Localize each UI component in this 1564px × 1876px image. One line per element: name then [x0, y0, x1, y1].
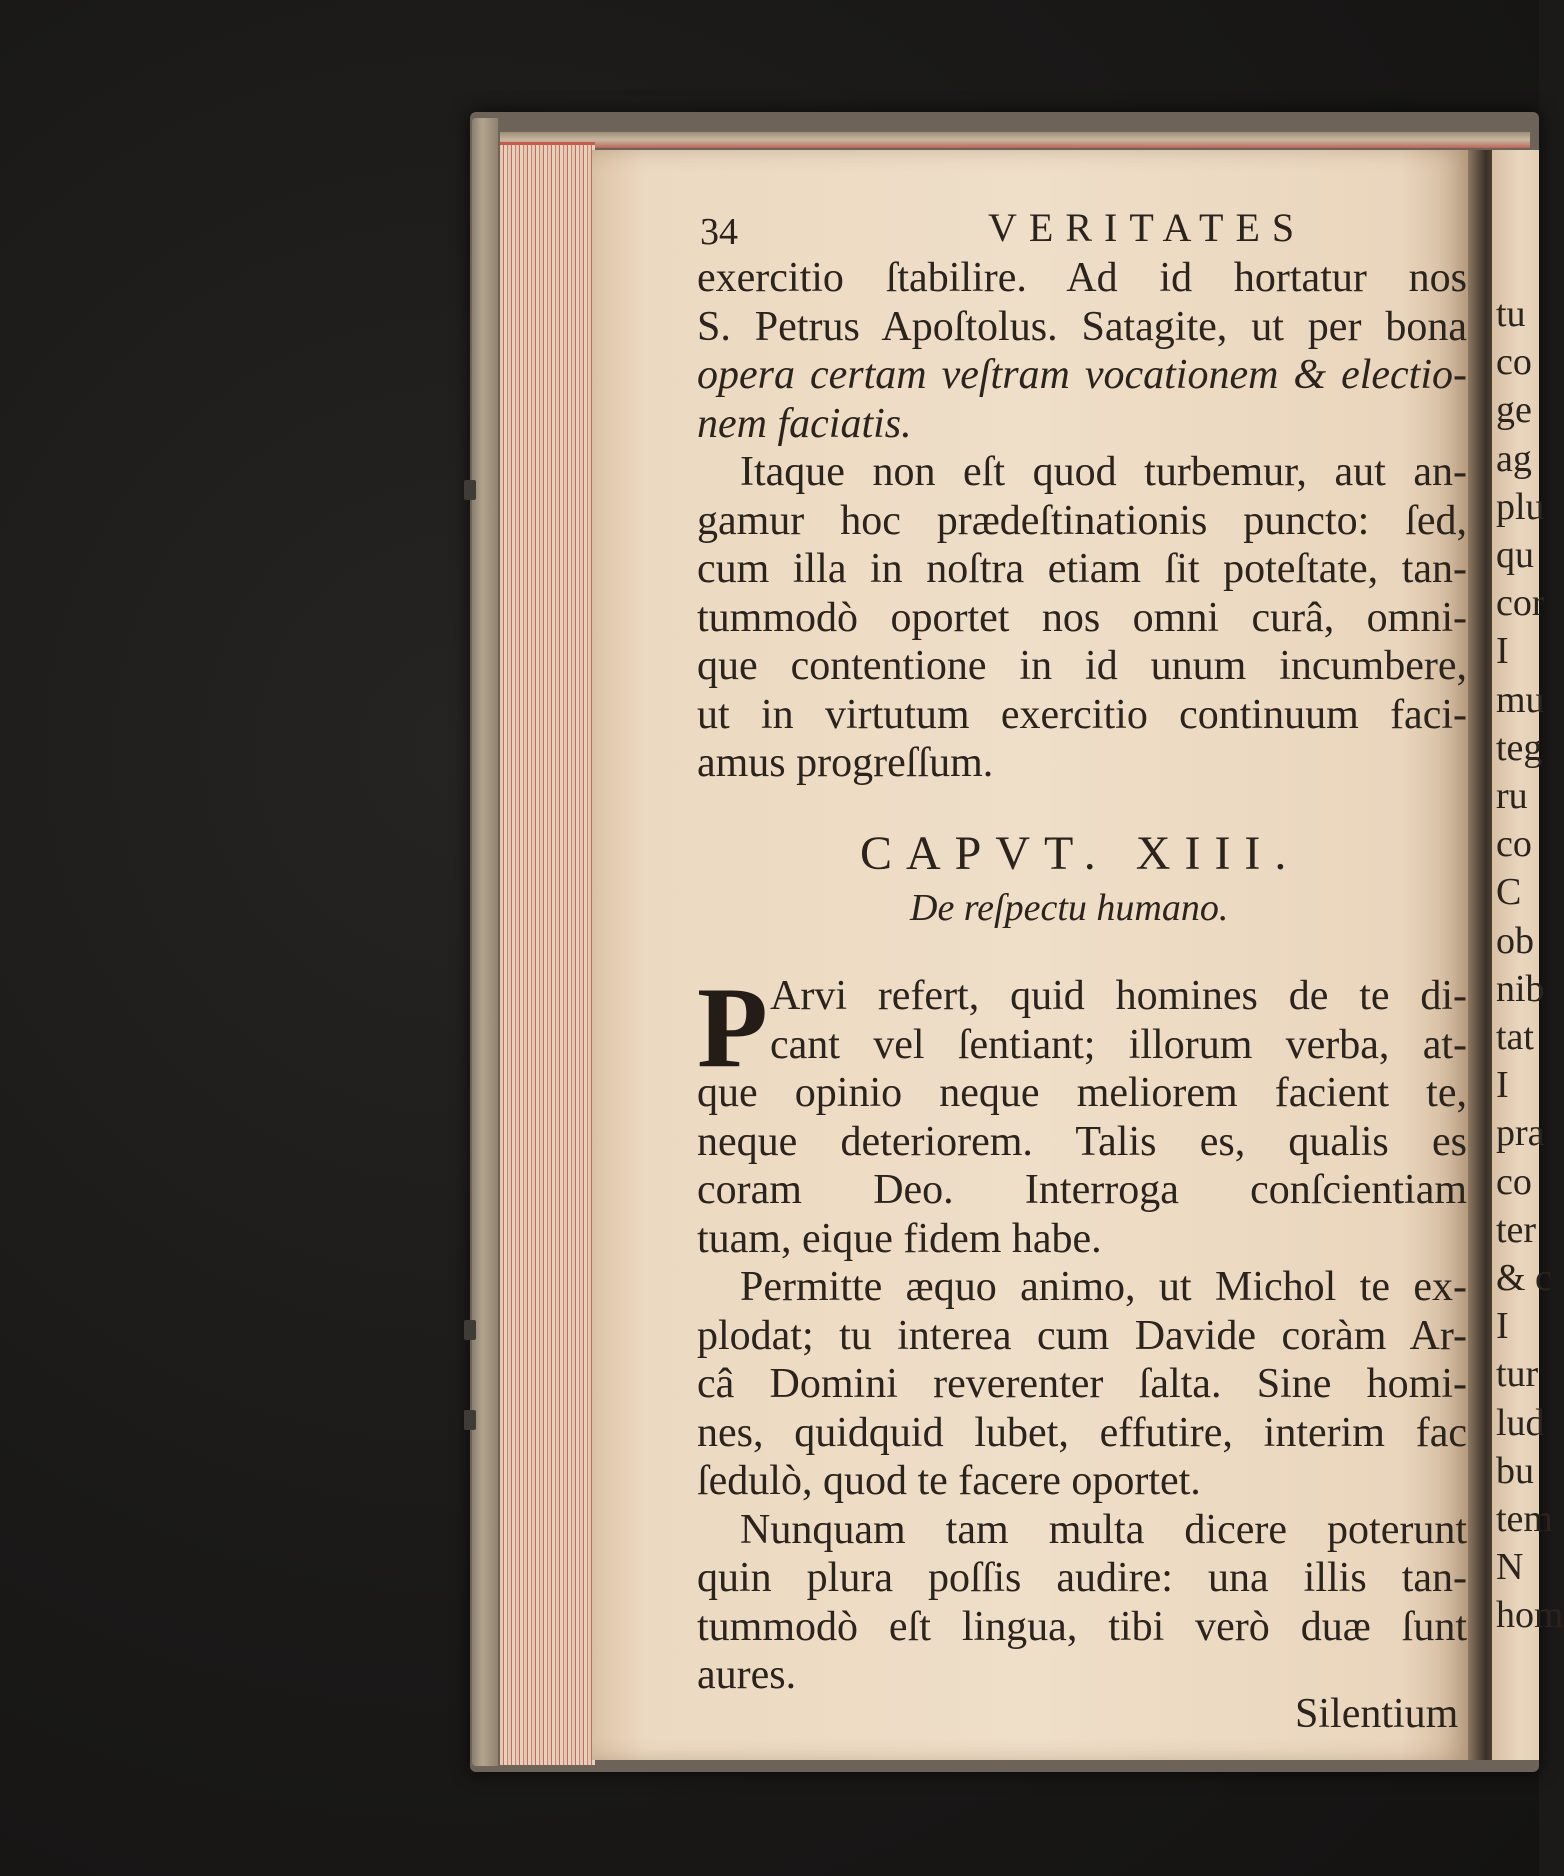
- text-line: Itaque non eſt quod turbemur, aut an-: [740, 449, 1467, 495]
- facing-page-fragment: tur: [1496, 1353, 1539, 1396]
- text-line: aures.: [697, 1652, 797, 1698]
- clasp-pin-icon: [464, 1320, 476, 1340]
- facing-page-fragment: C: [1496, 871, 1522, 914]
- chapter-subtitle: De reſpectu humano.: [910, 887, 1229, 929]
- facing-page-fragment: qu: [1496, 534, 1534, 576]
- running-head: VERITATES: [988, 205, 1307, 250]
- catchword: Silentium: [1295, 1691, 1459, 1737]
- page-number: 34: [700, 211, 738, 253]
- facing-page-fragment: tu: [1496, 293, 1526, 335]
- clasp-pin-icon: [464, 480, 476, 500]
- facing-page-fragment: co: [1496, 823, 1532, 866]
- text-line: opera certam veſtram vocationem & electio-: [697, 352, 1467, 398]
- facing-page-fragment: plu: [1496, 485, 1545, 528]
- text-line: tummodò eſt lingua, tibi verò duæ ſunt: [697, 1603, 1467, 1650]
- text-line: gamur hoc prædeſtinationis puncto: ſed,: [697, 497, 1467, 544]
- facing-page-fragment: N: [1496, 1546, 1524, 1589]
- text-line: tuam, eique fidem habe.: [697, 1215, 1102, 1262]
- facing-page-fragment: teg: [1496, 726, 1543, 769]
- text-line: nes, quidquid lubet, effutire, interim fac: [697, 1409, 1467, 1456]
- facing-page-fragment: ge: [1496, 389, 1532, 432]
- facing-page-fragment: ru: [1496, 775, 1528, 817]
- facing-page-fragment: mu: [1496, 678, 1545, 721]
- clasp-pin-icon: [464, 1410, 476, 1430]
- text-line: câ Domini reverenter ſalta. Sine homi-: [697, 1361, 1467, 1407]
- page-stack-top-edge: [500, 132, 1530, 148]
- facing-page-fragment: tat: [1496, 1016, 1534, 1058]
- facing-page-fragment: I: [1496, 1064, 1509, 1107]
- text-line: S. Petrus Apoſtolus. Satagite, ut per bona: [697, 303, 1467, 350]
- drop-cap: P: [697, 964, 768, 1092]
- text-line: cum illa in noſtra etiam ſit poteſtate, tan-: [697, 546, 1467, 592]
- book-spine-edge: [472, 118, 498, 1766]
- text-line: tummodò oportet nos omni curâ, omni-: [697, 594, 1467, 641]
- text-line: coram Deo. Interroga conſcientiam: [697, 1167, 1467, 1213]
- text-line: cant vel ſentiant; illorum verba, at-: [770, 1021, 1467, 1068]
- red-page-edges: [500, 142, 595, 1765]
- text-line: neque deteriorem. Talis es, qualis es: [697, 1118, 1467, 1165]
- text-line: quin plura poſſis audire: una illis tan-: [697, 1555, 1467, 1601]
- text-line: que contentione in id unum incumbere,: [697, 643, 1467, 689]
- facing-page-fragment: & c: [1496, 1257, 1552, 1299]
- chapter-title: CAPVT. XIII.: [860, 827, 1301, 880]
- text-line: Permitte æquo animo, ut Michol te ex-: [740, 1264, 1467, 1310]
- facing-page-fragment: pra: [1496, 1112, 1545, 1155]
- facing-page-fragment: nib: [1496, 967, 1545, 1010]
- facing-page-fragment: bu: [1496, 1449, 1534, 1492]
- facing-page-fragment: lud: [1496, 1401, 1545, 1444]
- facing-page-fragment: tem: [1496, 1498, 1553, 1540]
- facing-page-fragment: ob: [1496, 919, 1534, 962]
- facing-page-fragment: co: [1496, 341, 1532, 384]
- facing-page-fragment: co: [1496, 1160, 1532, 1203]
- facing-page-fragment: cor: [1496, 582, 1545, 625]
- text-line: que opinio neque meliorem facient te,: [697, 1070, 1467, 1116]
- facing-page-fragment: I: [1496, 630, 1509, 673]
- text-line: Arvi refert, quid homines de te di-: [770, 973, 1467, 1019]
- text-line: Nunquam tam multa dicere poterunt: [740, 1506, 1467, 1553]
- text-line: nem faciatis.: [697, 400, 912, 447]
- text-line: amus progreſſum.: [697, 740, 994, 786]
- facing-page-fragment: ag: [1496, 437, 1532, 480]
- facing-page-fragment: I: [1496, 1305, 1509, 1348]
- facing-page-fragment: ter: [1496, 1208, 1537, 1251]
- text-line: ut in virtutum exercitio continuum faci-: [697, 691, 1467, 738]
- text-line: ſedulò, quod te facere oportet.: [697, 1458, 1201, 1504]
- facing-page-fragment: hom: [1496, 1594, 1564, 1637]
- text-line: plodat; tu interea cum Davide coràm Ar-: [697, 1312, 1467, 1359]
- text-line: exercitio ſtabilire. Ad id hortatur nos: [697, 255, 1467, 301]
